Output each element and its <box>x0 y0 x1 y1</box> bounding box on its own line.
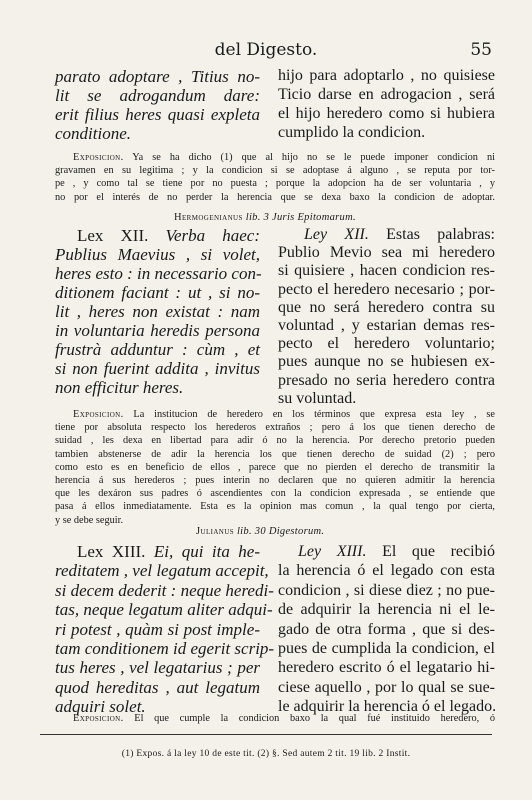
latin-column <box>55 542 275 717</box>
running-title: del Digesto. <box>214 40 318 60</box>
latin-column <box>55 67 260 143</box>
section-3 <box>55 542 497 717</box>
latin-column <box>55 226 260 397</box>
exposicion-line: no por el interés de no perder la herencia que se dexa baxo la condicion de adoptar. <box>55 191 495 203</box>
spanish-column <box>278 542 495 717</box>
latin-line: quod hereditas , aut legatum <box>55 677 260 697</box>
exposicion-line: pe , y como tal se tiene por no puesta ; porque la adopcion ha de ser voluntaria , y <box>55 178 495 190</box>
exposicion-line: Exposicion. El que cumple la condicion baxo la qual fué instituido heredero, ó <box>73 713 495 724</box>
spanish-line: cumplido la condicion. <box>278 124 426 141</box>
exposicion-label: Exposicion. <box>73 409 124 420</box>
spanish-column <box>278 226 495 408</box>
spanish-line: Ticio darse en adrogacion , será <box>278 86 495 103</box>
spanish-line: de adquirir la herencia ni el le- <box>278 601 495 619</box>
lex-number: Lex XII. <box>77 226 149 245</box>
ley-number: Ley XIII. <box>298 543 367 560</box>
latin-line: adquiri solet. <box>55 697 146 717</box>
footnote: (1) Expos. á la ley 10 de este tit. (2) §. Sed autem 2 tit. 19 lib. 2 Instit. <box>121 749 411 759</box>
spanish-heading: Ley XIII. El que recibió <box>298 543 496 560</box>
spanish-line: el hijo heredero como si hubiera <box>278 105 495 122</box>
latin-heading: Lex XIII. Ei, qui ita he- <box>77 542 260 561</box>
exposicion-label: Exposicion. <box>73 152 124 163</box>
spanish-line: su voluntad. <box>278 389 357 407</box>
spanish-line: Publio Mevio sea mi heredero <box>278 244 495 262</box>
latin-line: conditione. <box>55 124 132 143</box>
exposicion-line: tambien abstenerse de adir la herencia los que tienen derecho de suidad (2) ; pero <box>55 448 495 460</box>
source-author: Hermogenianus <box>174 212 243 223</box>
exposicion-3 <box>55 712 495 725</box>
spanish-line: la herencia ó el legado con esta <box>278 562 495 580</box>
footnote-rule <box>40 734 492 735</box>
exposicion-line: gravamen en su legitima ; y la condicion si se adoptase á alguno , se reputa por tor- <box>55 165 495 177</box>
spanish-line: gado de otra forma , que si des- <box>278 620 495 638</box>
section-1 <box>55 66 495 146</box>
exposicion-line: herencia á sus herederos ; pues interin no declaren que no quieren admitir la herencia <box>55 475 495 487</box>
spanish-line: presado no seria heredero contra <box>278 371 495 389</box>
source-citation-2 <box>196 526 324 537</box>
latin-line: parato adoptare , Titius no- <box>55 67 260 86</box>
latin-line: reditatem , vel legatum accepit, <box>55 561 269 581</box>
exposicion-line: pasa á ellos inmediatamente. Esta es la opinion mas comun , la qual tengo por cierta, <box>55 501 495 513</box>
lex-number: Lex XIII. <box>77 542 146 561</box>
latin-line: frustrà adduntur : cùm , et <box>55 340 260 359</box>
latin-line: non efficitur heres. <box>55 378 184 397</box>
exposicion-label: Exposicion. <box>73 713 124 724</box>
latin-line: si non fuerint addita , invitus <box>55 359 260 378</box>
exposicion-line: que les dexáron sus padres ó ascendientes con la condicion expresada , se entiende que <box>55 488 495 500</box>
spanish-line: si quisiere , hacen condicion res- <box>278 262 495 280</box>
latin-line: tas, neque legatum aliter adqui- <box>55 600 273 620</box>
latin-line: Publius Maevius , si volet, <box>55 245 260 264</box>
spanish-line: heredero escrito ó el legatario hi- <box>278 659 495 677</box>
latin-line: in voluntaria heredis persona <box>55 321 260 340</box>
latin-line: lit se adrogandum dare: <box>55 86 260 105</box>
running-header <box>0 40 532 64</box>
exposicion-1 <box>55 151 495 204</box>
latin-line: si decem dederit : neque heredi- <box>55 580 274 600</box>
latin-line: lit , heres non existat : nam <box>55 302 260 321</box>
page-number: 55 <box>470 40 492 60</box>
exposicion-line: Exposicion. Ya se ha dicho (1) que al hijo no se le puede imponer condicion ni <box>73 152 495 163</box>
spanish-line: pecto el heredero voluntario; <box>278 335 495 353</box>
spanish-line: pecto el heredero necesario ; por- <box>278 280 495 298</box>
latin-line: tam conditionem id egerit scrip- <box>55 639 275 659</box>
latin-line: heres esto : in necessario con- <box>55 264 262 283</box>
exposicion-line: como esto es en beneficio de ellos , parece que no pierden el derecho de transmitir la <box>55 461 495 473</box>
spanish-line: que no será heredero contra su <box>278 298 495 316</box>
spanish-line: le adquirir la herencia ó el legado. <box>278 698 497 716</box>
section-2 <box>55 226 495 406</box>
source-reference: lib. 3 Juris Epitomarum. <box>245 212 356 223</box>
exposicion-2 <box>55 408 495 527</box>
latin-line: tus heres , vel legatarius ; per <box>55 658 260 678</box>
spanish-line: pues aunque no se hubiesen ex- <box>278 353 495 371</box>
exposicion-line: tiene por absoluta respecto los herederos extraños ; pero á los que tienen derecho de <box>55 422 495 434</box>
exposicion-line: suidad , les dexa en libertad para adir ó no la herencia. Por derecho pretorio pueden <box>55 435 495 447</box>
exposicion-line: y se debe seguir. <box>55 514 124 526</box>
latin-line: erit filius heres quasi expleta <box>55 105 260 124</box>
spanish-column <box>278 66 495 142</box>
spanish-line: hijo para adoptarlo , no quisiese <box>278 67 495 84</box>
spanish-line: condicion , si diese diez ; no pue- <box>278 581 495 599</box>
latin-heading: Lex XII. Verba haec: <box>77 226 261 245</box>
source-reference: lib. 30 Digestorum. <box>236 526 325 537</box>
latin-line: ri potest , quàm si post imple- <box>55 619 260 639</box>
spanish-line: voluntad , y estarian demas res- <box>278 317 495 335</box>
spanish-heading: Ley XII. Estas palabras: <box>304 226 495 243</box>
source-author: Julianus <box>196 526 235 537</box>
source-citation-1 <box>174 212 356 223</box>
spanish-line: ciese aquello , por lo qual se sue- <box>278 678 495 696</box>
latin-line: ditionem faciant : ut , si no- <box>55 283 260 302</box>
ley-number: Ley XII. <box>304 226 369 243</box>
exposicion-line: Exposicion. La institucion de heredero en los términos que expresa esta ley , se <box>73 409 495 420</box>
spanish-line: pues de cumplida la condicion, el <box>278 640 495 658</box>
